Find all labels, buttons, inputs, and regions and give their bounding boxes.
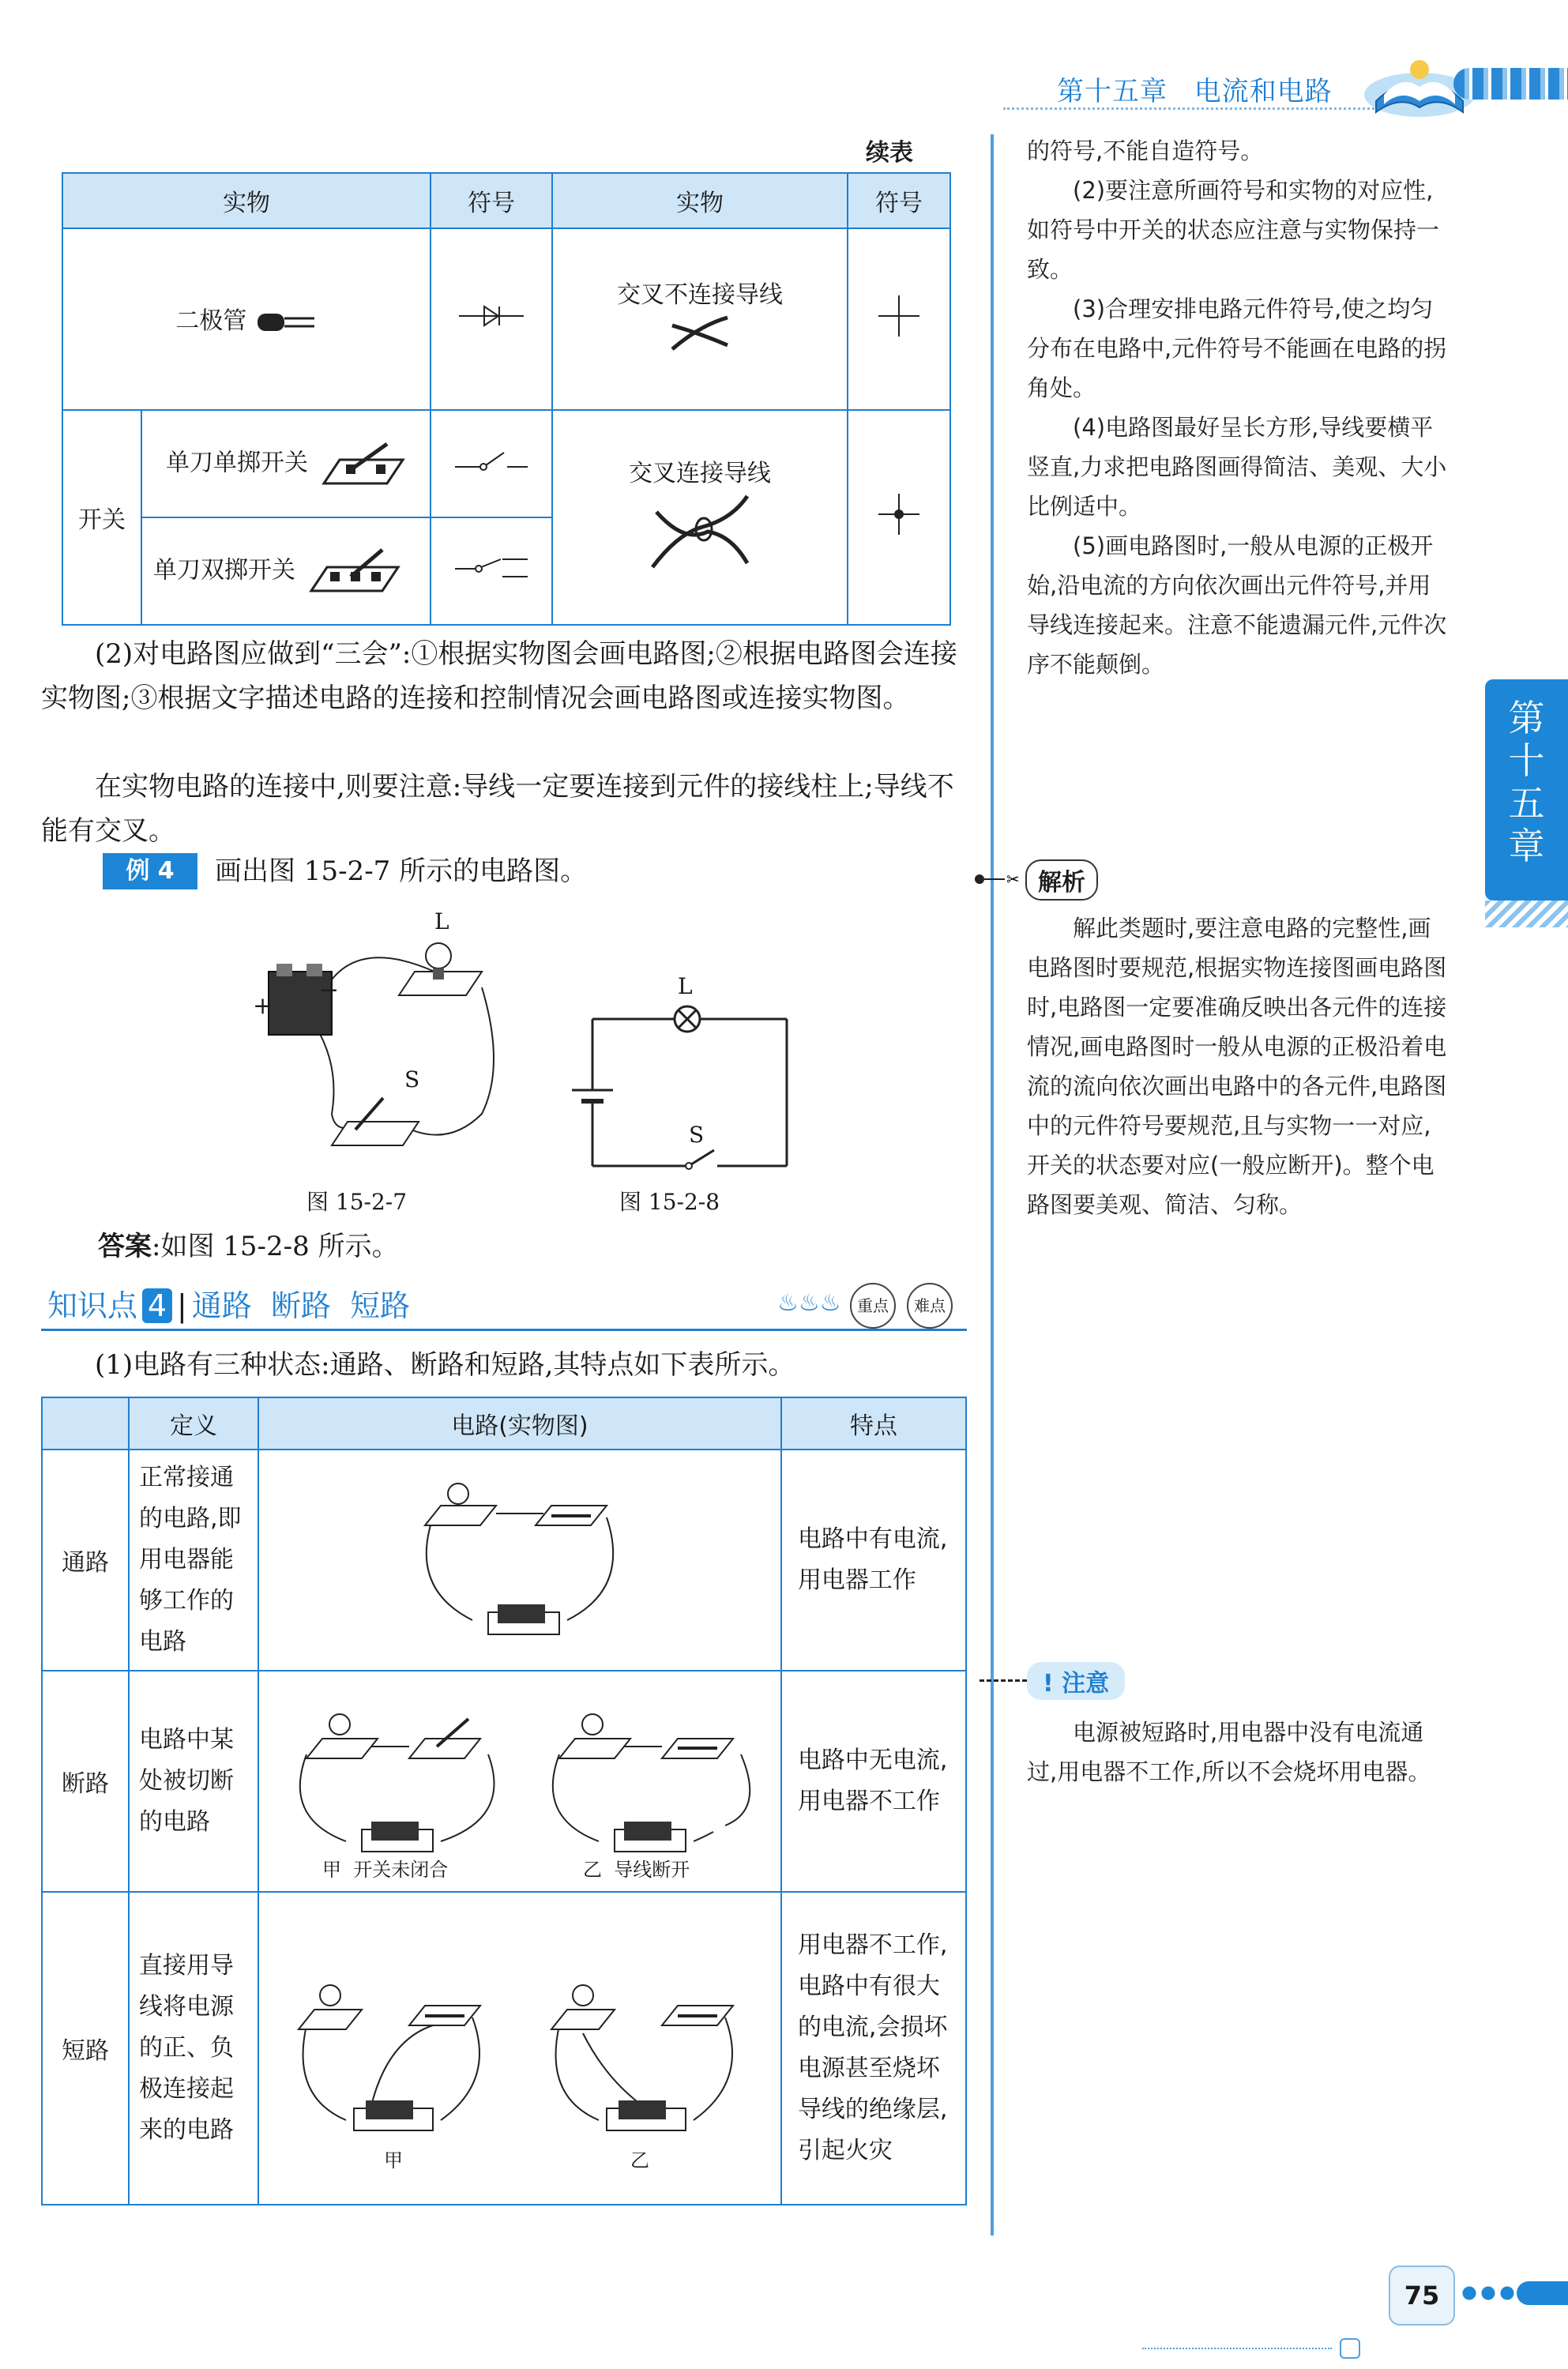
table-cell bbox=[431, 410, 552, 517]
footer-box-icon bbox=[1340, 2338, 1360, 2359]
symbol-table bbox=[62, 172, 951, 626]
answer-label: 答案 bbox=[98, 1231, 152, 1262]
table-cell bbox=[848, 410, 950, 625]
short-circuit-label-b: 乙 bbox=[630, 2149, 649, 2172]
open-circuit-label-b: 乙 导线断开 bbox=[582, 1859, 690, 1881]
analysis-title: 解析 bbox=[1025, 859, 1098, 901]
table-cell bbox=[848, 228, 950, 410]
table-header: 符号 bbox=[431, 173, 552, 228]
table-cell bbox=[552, 228, 848, 410]
footer-bar bbox=[1517, 2281, 1568, 2305]
table-row bbox=[42, 1892, 966, 2205]
spst-label: 单刀单掷开关 bbox=[166, 449, 308, 477]
crossed-wires-photo-icon bbox=[664, 310, 735, 357]
spdt-label: 单刀双掷开关 bbox=[153, 556, 295, 585]
side-tab-text: 第十五章 bbox=[1508, 697, 1545, 867]
answer-text: :如图 15-2-8 所示。 bbox=[152, 1231, 399, 1262]
svg-text:✂: ✂ bbox=[1006, 870, 1020, 889]
table-cell bbox=[62, 228, 431, 410]
paragraph-three-skills: (2)对电路图应做到“三会”:①根据实物图会画电路图;②根据电路图会连接实物图;③根据文字描述电路的连接和控制情况会画电路图或连接实物图。 bbox=[41, 638, 957, 714]
table-caption: 续表 bbox=[866, 139, 913, 167]
spdt-symbol-icon bbox=[452, 548, 531, 588]
table-row bbox=[42, 1450, 966, 1671]
closed-circuit-illustration bbox=[401, 1470, 638, 1644]
open-circuit-label-a: 甲 开关未闭合 bbox=[321, 1859, 449, 1881]
state-definition: 正常接通的电路,即用电器能够工作的电路 bbox=[129, 1450, 258, 1671]
note-title: ! 注意 bbox=[1027, 1662, 1125, 1700]
circuit-image-cell bbox=[258, 1671, 781, 1892]
fig1-caption: 图 15-2-7 bbox=[306, 1189, 408, 1215]
short-circuit-illustration bbox=[275, 1946, 765, 2144]
diode-photo-icon bbox=[254, 306, 318, 337]
paragraph-three-states: (1)电路有三种状态:通路、断路和短路,其特点如下表所示。 bbox=[95, 1349, 795, 1381]
cross-connected-label: 交叉连接导线 bbox=[629, 460, 771, 487]
footer-dotted-line bbox=[1142, 2348, 1332, 2349]
table-header: 特点 bbox=[781, 1397, 966, 1450]
circuit-image-cell bbox=[258, 1450, 781, 1671]
kp-number: 4 bbox=[142, 1288, 172, 1323]
table-header: 实物 bbox=[552, 173, 848, 228]
state-feature: 用电器不工作,电路中有很大的电流,会损坏电源甚至烧坏导线的绝缘层,引起火灾 bbox=[781, 1892, 966, 2205]
switch-group-cell: 开关 bbox=[62, 410, 141, 625]
badge-difficult-point: 难点 bbox=[907, 1283, 953, 1329]
example-tag: 例 4 bbox=[103, 853, 197, 889]
header-chapter: 第十五章 bbox=[1057, 76, 1168, 107]
state-name: 短路 bbox=[42, 1892, 129, 2205]
sidebar-tip: (5)画电路图时,一般从电源的正极开始,沿电流的方向依次画出元件符号,并用导线连接起来。注意不能遗漏元件,元件次序不能颠倒。 bbox=[1027, 532, 1447, 678]
short-circuit-label-a: 甲 bbox=[383, 2149, 403, 2172]
cross-connected-symbol-icon bbox=[875, 491, 923, 538]
table-row bbox=[42, 1671, 966, 1892]
cross-unconnected-label: 交叉不连接导线 bbox=[617, 281, 783, 309]
state-definition: 直接用导线将电源的正、负极连接起来的电路 bbox=[129, 1892, 258, 2205]
state-name: 通路 bbox=[42, 1450, 129, 1671]
page-number: 75 bbox=[1389, 2266, 1455, 2326]
spdt-photo-icon bbox=[303, 543, 406, 599]
spst-photo-icon bbox=[316, 436, 411, 491]
diode-label: 二极管 bbox=[175, 306, 247, 335]
sidebar-tip: (4)电路图最好呈长方形,导线要横平竖直,力求把电路图画得简洁、美观、大小比例适中。 bbox=[1027, 414, 1447, 520]
table-header: 电路(实物图) bbox=[258, 1397, 781, 1450]
analysis-text: 解此类题时,要注意电路的完整性,画电路图时要规范,根据实物连接图画电路图时,电路图一定要准确反映出各元件的连接情况,画电路图时一般从电源的正极沿着电流的流向依次画出电路中的各元件,电路图中的元件符号要规范,且与实物一一对应,开关的状态要对应(一般应断开)。整个电路图要美观、简洁、匀称。 bbox=[1027, 915, 1447, 1218]
state-name: 断路 bbox=[42, 1671, 129, 1892]
state-feature: 电路中有电流,用电器工作 bbox=[781, 1450, 966, 1671]
side-tab-stripe bbox=[1485, 901, 1568, 927]
note-leader-line bbox=[980, 1679, 1027, 1682]
state-definition: 电路中某处被切断的电路 bbox=[129, 1671, 258, 1892]
answer-line bbox=[98, 1224, 399, 1269]
sidebar-tip: 的符号,不能自造符号。 bbox=[1027, 137, 1264, 164]
fig2-label-L: L bbox=[678, 973, 693, 999]
header-title: 电流和电路 bbox=[1194, 76, 1333, 107]
knowledge-point-heading: 知识点 4 | 通路 断路 短路 bbox=[47, 1288, 411, 1323]
circuit-states-table bbox=[41, 1397, 967, 2205]
state-feature: 电路中无电流,用电器不工作 bbox=[781, 1671, 966, 1892]
figure-circuit-diagram bbox=[553, 987, 806, 1177]
open-circuit-illustration bbox=[275, 1691, 765, 1865]
table-cell bbox=[141, 517, 431, 625]
paragraph-wiring-notes: 在实物电路的连接中,则要注意:导线一定要连接到元件的接线柱上;导线不能有交叉。 bbox=[41, 771, 954, 847]
running-header bbox=[1057, 70, 1333, 108]
sidebar-tip: (3)合理安排电路元件符号,使之均匀分布在电路中,元件符号不能画在电路的拐角处。 bbox=[1027, 295, 1447, 401]
fig2-caption: 图 15-2-8 bbox=[619, 1189, 720, 1215]
diode-symbol-icon bbox=[456, 300, 527, 332]
badge-key-point: 重点 bbox=[850, 1283, 896, 1329]
fig2-label-S: S bbox=[689, 1122, 705, 1148]
table-cell bbox=[431, 228, 552, 410]
table-cell bbox=[431, 517, 552, 625]
table-header: 实物 bbox=[62, 173, 431, 228]
sidebar-tips bbox=[1027, 131, 1453, 684]
scissors-icon bbox=[973, 867, 1028, 891]
kp-prefix: 知识点 bbox=[47, 1288, 138, 1323]
figure-physical-circuit bbox=[245, 908, 506, 1177]
circuit-image-cell bbox=[258, 1892, 781, 2205]
table-header-blank bbox=[42, 1397, 129, 1450]
table-cell bbox=[141, 410, 431, 517]
chapter-side-tab bbox=[1485, 679, 1568, 901]
cross-unconnected-symbol-icon bbox=[875, 292, 923, 340]
table-header: 定义 bbox=[129, 1397, 258, 1450]
flame-rating-icon: ♨♨♨ bbox=[777, 1289, 841, 1317]
example-prompt: 画出图 15-2-7 所示的电路图。 bbox=[215, 855, 588, 887]
fig1-label-S: S bbox=[404, 1066, 420, 1092]
header-stripe bbox=[1453, 68, 1568, 100]
table-header: 符号 bbox=[848, 173, 950, 228]
spst-symbol-icon bbox=[452, 445, 531, 476]
sidebar-tip: (2)要注意所画符号和实物的对应性,如符号中开关的状态应注意与实物保持一致。 bbox=[1027, 177, 1440, 283]
twisted-wires-photo-icon bbox=[645, 488, 755, 575]
column-divider bbox=[991, 134, 994, 2236]
fig1-label-L: L bbox=[434, 908, 449, 934]
fig1-label-minus: − bbox=[319, 976, 340, 1004]
note-text: 电源被短路时,用电器中没有电流通过,用电器不工作,所以不会烧坏用电器。 bbox=[1027, 1719, 1431, 1785]
fig1-label-plus: + bbox=[253, 992, 273, 1020]
table-cell bbox=[552, 410, 848, 625]
kp-title: 通路 断路 短路 bbox=[191, 1288, 411, 1323]
